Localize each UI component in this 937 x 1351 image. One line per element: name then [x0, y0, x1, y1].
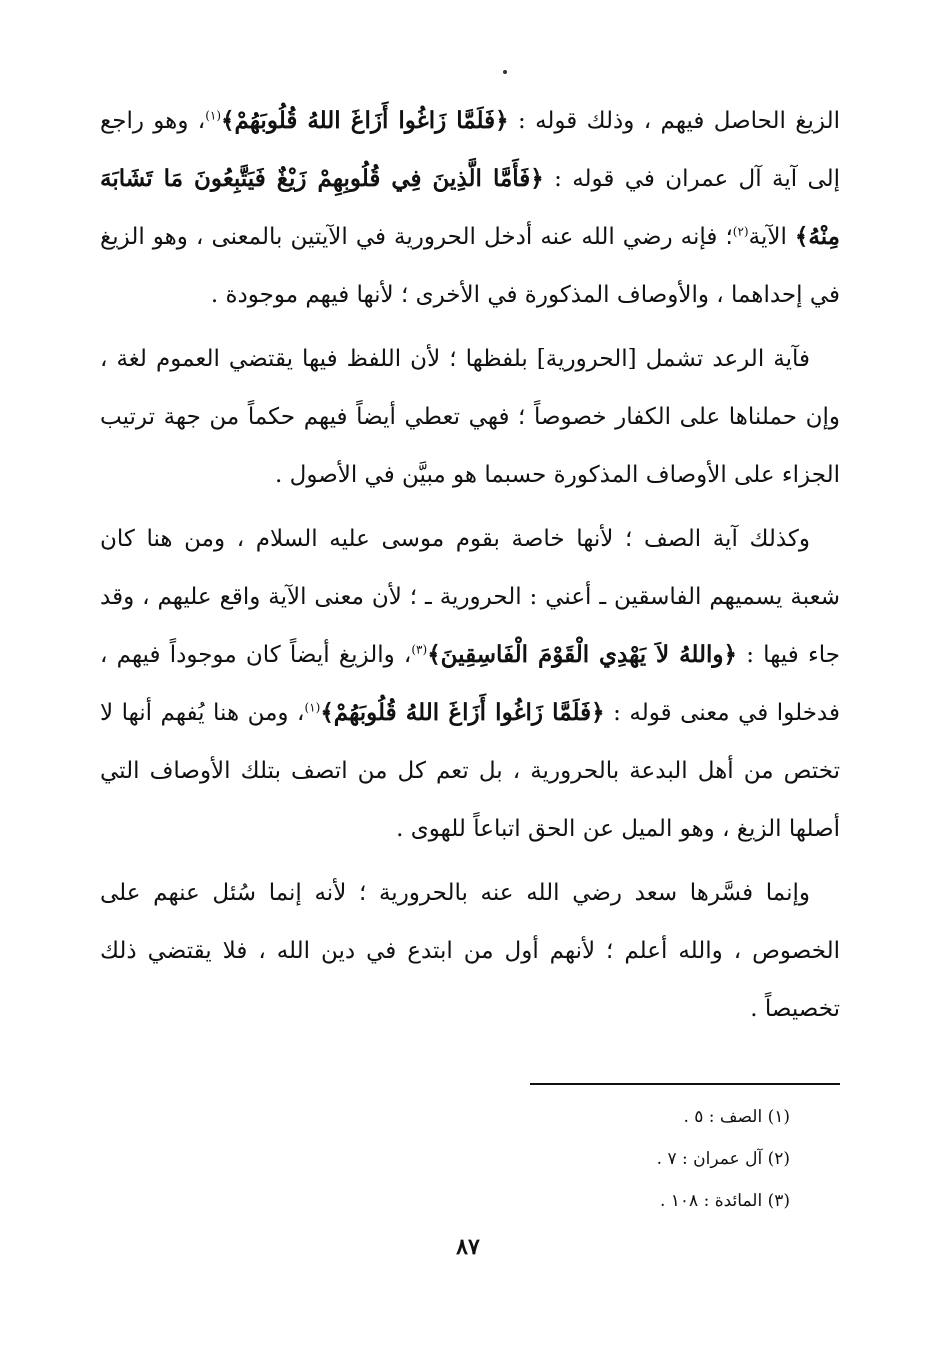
text-run: ، ومن هنا يُفهم أنها لا تختص من أهل البدعة بالحرورية ، بل تعم كل من اتصف بتلك الأوصاف التي أصلها الزيغ ، وهو الميل عن الحق اتباعاً للهوى .: [100, 700, 840, 842]
paragraph-4: [100, 864, 840, 1038]
text-run: وكذلك آية الصف ؛ لأنها خاصة بقوم موسى عليه السلام ، ومن هنا كان شعبة يسميهم الفاسقين ـ أعني : الحرورية ـ ؛ لأن معنى الآية واقع عليهم ، وقد جاء فيها :: [100, 526, 840, 668]
text-run: فآية الرعد تشمل [الحرورية] بلفظها ؛ لأن اللفظ فيها يقتضي العموم لغة ، وإن حملناها على الكفار خصوصاً ؛ فهي تعطي أيضاً فيهم حكماً من جهة ترتيب الجزاء على الأوصاف المذكورة حسبما هو مبيَّن في الأصول .: [100, 346, 840, 488]
quran-verse: ﴿فَلَمَّا زَاغُوا أَزَاغَ اللهُ قُلُوبَهُمْ﴾: [320, 699, 605, 726]
text-run: الآية: [748, 224, 795, 250]
footnote-3: (٣) المائدة : ١٠٨ .: [659, 1191, 790, 1211]
paragraph-2: [100, 330, 840, 504]
text-run: الزيغ الحاصل فيهم ، وذلك قوله :: [508, 108, 840, 134]
footnote-ref[interactable]: (١): [304, 700, 321, 715]
text-run: ، والزيغ أيضاً كان موجوداً فيهم ، فدخلوا في معنى قوله :: [100, 642, 840, 726]
paragraph-1: [100, 92, 840, 324]
footnote-1: (١) الصف : ٥ .: [683, 1107, 790, 1127]
text-run: ، وهو راجع إلى آية آل عمران في قوله :: [100, 108, 841, 192]
ink-speck: [503, 70, 507, 74]
paragraph-3: [100, 510, 840, 858]
page-number: ٨٧: [456, 1234, 480, 1260]
quran-verse: ﴿فَأَمَّا الَّذِينَ فِي قُلُوبِهِمْ زَيْغٌ فَيَتَّبِعُونَ مَا تَشَابَهَ مِنْهُ﴾: [100, 165, 840, 250]
footnote-ref[interactable]: (٢): [732, 224, 749, 239]
text-run: وإنما فسَّرها سعد رضي الله عنه بالحرورية ؛ لأنه إنما سُئل عنهم على الخصوص ، والله أعلم ؛ لأنهم أول من ابتدع في دين الله ، فلا يقتضي ذلك تخصيصاً .: [100, 880, 840, 1022]
footnote-ref[interactable]: (١): [205, 108, 222, 123]
text-run: ؛ فإنه رضي الله عنه أدخل الحرورية في الآيتين بالمعنى ، وهو الزيغ في إحداهما ، والأوصاف المذكورة في الأخرى ؛ لأنها فيهم موجودة .: [100, 224, 840, 308]
quran-verse: ﴿فَلَمَّا زَاغُوا أَزَاغَ اللهُ قُلُوبَهُمْ﴾: [221, 107, 509, 134]
quran-verse: ﴿واللهُ لاَ يَهْدِي الْقَوْمَ الْفَاسِقِينَ﴾: [427, 641, 737, 668]
footnotes: [500, 1096, 790, 1222]
footnote-divider: [530, 1083, 840, 1085]
footnote-ref[interactable]: (٣): [411, 642, 428, 657]
main-text: [100, 92, 840, 1038]
footnote-2: (٢) آل عمران : ٧ .: [656, 1149, 790, 1169]
